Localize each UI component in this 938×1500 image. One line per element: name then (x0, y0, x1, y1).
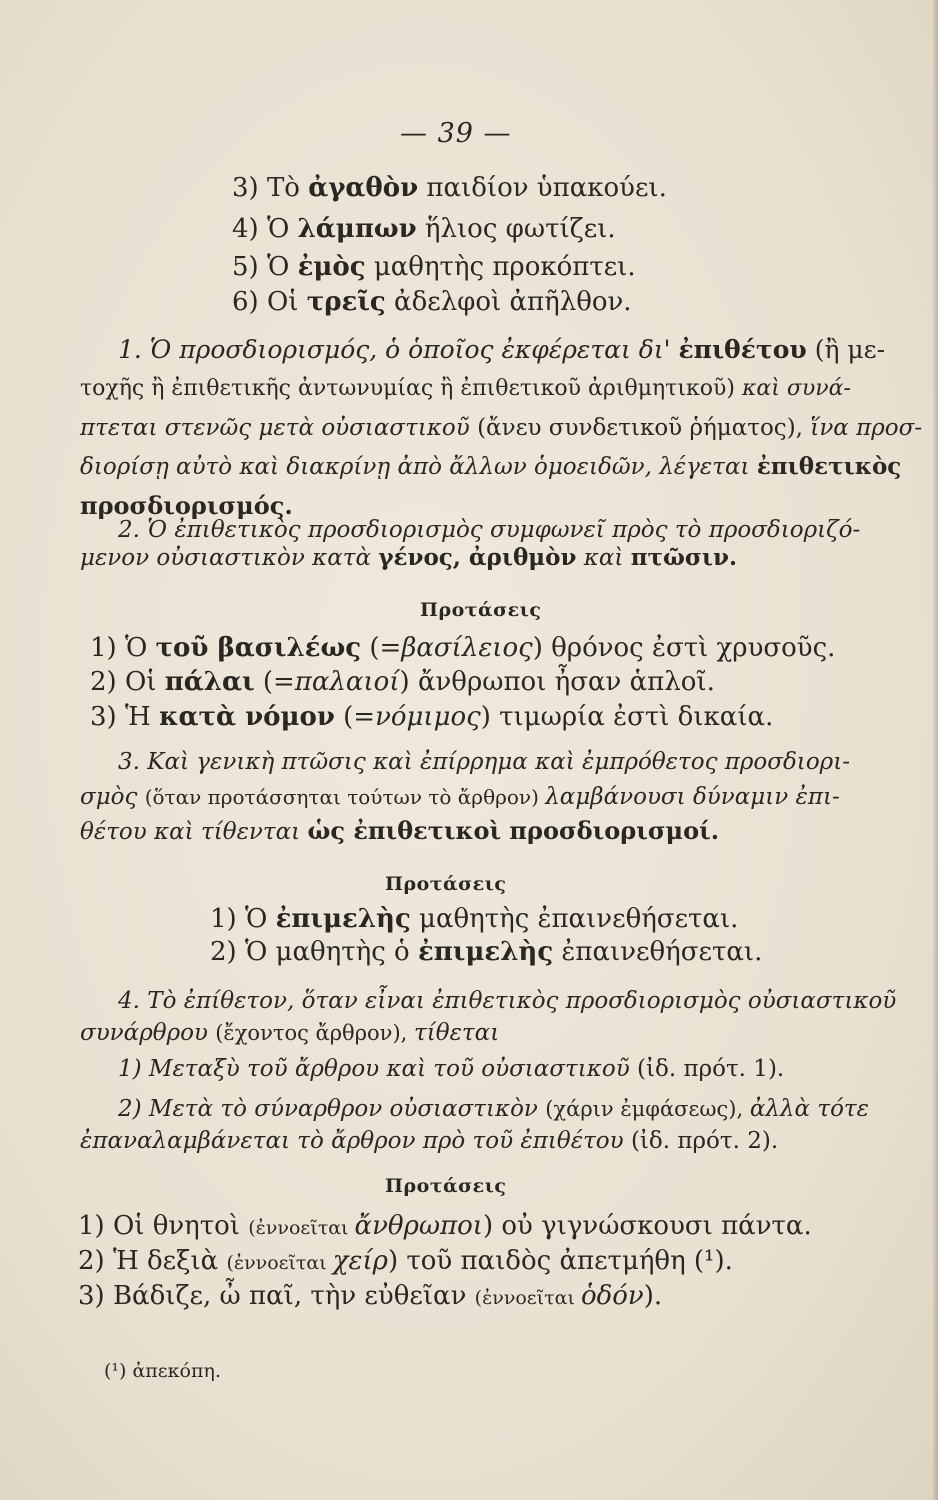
example-line: 1) Ὁ τοῦ βασιλέως (=βασίλειος) θρόνος ἐστὶ χρυσοῦς. (90, 633, 836, 663)
section-heading: Προτάσεις (385, 873, 507, 895)
example-line: 5) Ὁ ἐμὸς μαθητὴς προκόπτει. (232, 252, 636, 282)
rule-paragraph-line: τοχῆς ἢ ἐπιθετικῆς ἀντωνυμίας ἢ ἐπιθετικοῦ ἀριθμητικοῦ) καὶ συνά- (80, 376, 851, 401)
rule-paragraph-line: σμὸς (ὅταν προτάσσηται τούτων τὸ ἄρθρον) λαμβάνουσι δύναμιν ἐπι- (80, 784, 840, 810)
example-line: 3) Ἡ κατὰ νόμον (=νόμιμος) τιμωρία ἐστὶ δικαία. (90, 702, 774, 732)
rule-paragraph-line: 2) Μετὰ τὸ σύναρθρον οὐσιαστικὸν (χάριν ἐμφάσεως), ἀλλὰ τότε (118, 1096, 869, 1122)
example-line: 6) Οἱ τρεῖς ἀδελφοὶ ἀπῆλθον. (232, 287, 632, 317)
example-line: 3) Τὸ ἀγαθὸν παιδίον ὑπακούει. (232, 173, 667, 203)
rule-paragraph-line: 2. Ὁ ἐπιθετικὸς προσδιορισμὸς συμφωνεῖ πρὸς τὸ προσδιοριζό- (118, 517, 861, 543)
example-line: 1) Οἱ θνητοὶ (ἐννοεῖται ἄνθρωποι) οὐ γιγνώσκουσι πάντα. (78, 1211, 812, 1241)
rule-paragraph-line: 1. Ὁ προσδιορισμός, ὁ ὁποῖος ἐκφέρεται δι' ἐπιθέτου (ἢ με- (118, 335, 886, 364)
example-line: 1) Ὁ ἐπιμελὴς μαθητὴς ἐπαινεθήσεται. (210, 904, 739, 934)
page-edge-shadow (932, 0, 938, 1500)
footnote: (¹) ἀπεκόπη. (104, 1360, 221, 1382)
page-number: — 39 — (400, 118, 512, 149)
rule-paragraph-line: 4. Τὸ ἐπίθετον, ὅταν εἶναι ἐπιθετικὸς προσδιορισμὸς οὐσιαστικοῦ (118, 988, 897, 1014)
example-line: 2) Ὁ μαθητὴς ὁ ἐπιμελὴς ἐπαινεθήσεται. (210, 937, 763, 967)
example-line: 2) Οἱ πάλαι (=παλαιοί) ἄνθρωποι ἦσαν ἁπλοῖ. (90, 667, 715, 697)
rule-paragraph-line: διορίσῃ αὐτὸ καὶ διακρίνῃ ἀπὸ ἄλλων ὁμοειδῶν, λέγεται ἐπιθετικὸς (80, 453, 902, 480)
rule-paragraph-line: 3. Καὶ γενικὴ πτῶσις καὶ ἐπίρρημα καὶ ἐμπρόθετος προσδιορι- (118, 749, 850, 775)
rule-paragraph-line: συνάρθρου (ἔχοντος ἄρθρον), τίθεται (80, 1020, 500, 1046)
example-line: 2) Ἡ δεξιὰ (ἐννοεῖται χείρ) τοῦ παιδὸς ἀπετμήθη (¹). (78, 1246, 733, 1276)
rule-paragraph-line: 1) Μεταξὺ τοῦ ἄρθρου καὶ τοῦ οὐσιαστικοῦ (ἰδ. πρότ. 1). (118, 1056, 785, 1082)
section-heading: Προτάσεις (420, 599, 542, 621)
rule-paragraph-line: θέτου καὶ τίθενται ὡς ἐπιθετικοὶ προσδιορισμοί. (80, 816, 720, 845)
section-heading: Προτάσεις (385, 1175, 507, 1197)
example-line: 4) Ὁ λάμπων ἥλιος φωτίζει. (232, 214, 616, 244)
example-line: 3) Βάδιζε, ὦ παῖ, τὴν εὐθεῖαν (ἐννοεῖται ὁδόν). (78, 1281, 663, 1311)
rule-paragraph-line: μενον οὐσιαστικὸν κατὰ γένος, ἀριθμὸν καὶ πτῶσιν. (80, 544, 737, 571)
rule-paragraph-line: προσδιορισμός. (80, 491, 293, 520)
rule-paragraph-line: πτεται στενῶς μετὰ οὐσιαστικοῦ (ἄνευ συνδετικοῦ ῥήματος), ἵνα προσ- (80, 415, 923, 441)
rule-paragraph-line: ἐπαναλαμβάνεται τὸ ἄρθρον πρὸ τοῦ ἐπιθέτου (ἰδ. πρότ. 2). (80, 1128, 779, 1154)
